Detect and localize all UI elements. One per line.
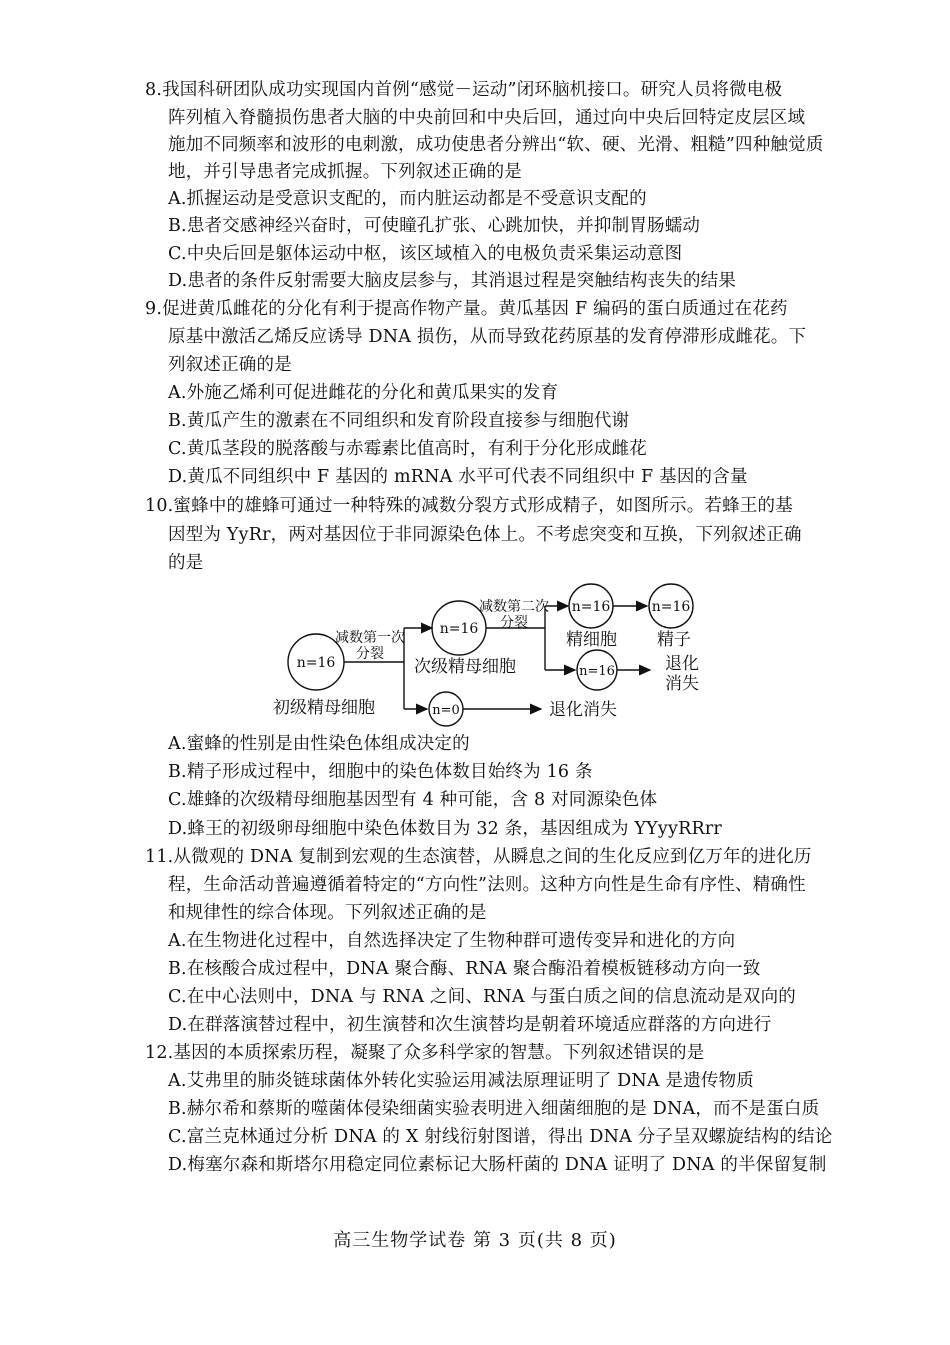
small-fate-label-1: 退化 xyxy=(665,654,699,674)
meiosis1-label-1: 减数第一次 xyxy=(335,630,405,646)
q12-option-a: A.艾弗里的肺炎链球菌体外转化实验运用减法原理证明了 DNA 是遗传物质 xyxy=(168,1071,755,1091)
q8-option-d: D.患者的条件反射需要大脑皮层参与，其消退过程是突触结构丧失的结果 xyxy=(168,271,737,291)
q10-stem-line-3: 的是 xyxy=(168,553,204,573)
degenerate-fate-label: 退化消失 xyxy=(549,700,617,720)
q8-option-a: A.抓握运动是受意识支配的，而内脏运动都是不受意识支配的 xyxy=(168,189,647,209)
q9-stem-line-1: 9.促进黄瓜雌花的分化有利于提高作物产量。黄瓜基因 F 编码的蛋白质通过在花药 xyxy=(145,299,788,319)
meiosis2-label-2: 分裂 xyxy=(500,615,528,631)
q11-stem-line-2: 程，生命活动普遍遵循着特定的“方向性”法则。这种方向性是生命有序性、精确性 xyxy=(168,875,806,895)
q9-option-b: B.黄瓜产生的激素在不同组织和发育阶段直接参与细胞代谢 xyxy=(168,411,630,431)
q10-stem-line-2: 因型为 YyRr，两对基因位于非同源染色体上。不考虑突变和互换，下列叙述正确 xyxy=(168,525,802,545)
primary-spermatocyte-name: 初级精母细胞 xyxy=(273,698,375,718)
q11-stem-line-1: 11.从微观的 DNA 复制到宏观的生态演替，从瞬息之间的生化反应到亿万年的进化历 xyxy=(145,847,812,867)
small-fate-label-2: 消失 xyxy=(665,674,699,694)
q12-option-c: C.富兰克林通过分析 DNA 的 X 射线衍射图谱，得出 DNA 分子呈双螺旋结构的结论 xyxy=(168,1127,833,1147)
q9-option-a: A.外施乙烯利可促进雌花的分化和黄瓜果实的发育 xyxy=(168,383,559,403)
q8-stem-line-2: 阵列植入脊髓损伤患者大脑的中央前回和中央后回，通过向中央后回特定皮层区域 xyxy=(168,108,806,128)
q10-option-d: D.蜂王的初级卵母细胞中染色体数目为 32 条，基因组成为 YYyyRRrr xyxy=(168,819,722,839)
meiosis1-label-2: 分裂 xyxy=(356,646,384,662)
sperm-cell-label: n=16 xyxy=(651,599,691,615)
q12-option-d: D.梅塞尔森和斯塔尔用稳定同位素标记大肠杆菌的 DNA 证明了 DNA 的半保留复制 xyxy=(168,1155,827,1175)
q9-stem-line-3: 列叙述正确的是 xyxy=(168,355,292,375)
q10-stem-line-1: 10.蜜蜂中的雄蜂可通过一种特殊的减数分裂方式形成精子，如图所示。若蜂王的基 xyxy=(145,496,793,516)
q10-option-a: A.蜜蜂的性别是由性染色体组成决定的 xyxy=(168,734,470,754)
q9-option-d: D.黄瓜不同组织中 F 基因的 mRNA 水平可代表不同组织中 F 基因的含量 xyxy=(168,467,748,487)
secondary-spermatocyte-name: 次级精母细胞 xyxy=(414,657,516,677)
q9-stem-line-2: 原基中激活乙烯反应诱导 DNA 损伤，从而导致花药原基的发育停滞形成雌花。下 xyxy=(168,327,807,347)
meiosis2-label-1: 减数第二次 xyxy=(479,599,549,615)
q8-stem-line-4: 地，并引导患者完成抓握。下列叙述正确的是 xyxy=(168,162,522,182)
sperm-name: 精子 xyxy=(657,630,691,650)
q8-stem-line-1: 8.我国科研团队成功实现国内首例“感觉－运动”闭环脑机接口。研究人员将微电极 xyxy=(145,80,783,100)
q8-stem-line-3: 施加不同频率和波形的电刺激，成功使患者分辨出“软、硬、光滑、粗糙”四种触觉质 xyxy=(168,135,824,155)
q12-stem-line-1: 12.基因的本质探索历程，凝聚了众多科学家的智慧。下列叙述错误的是 xyxy=(145,1043,705,1063)
small-cell-label: n=16 xyxy=(579,664,615,679)
q11-option-a: A.在生物进化过程中，自然选择决定了生物种群可遗传变异和进化的方向 xyxy=(168,931,736,951)
q11-option-d: D.在群落演替过程中，初生演替和次生演替均是朝着环境适应群落的方向进行 xyxy=(168,1015,772,1035)
q8-option-b: B.患者交感神经兴奋时，可使瞳孔扩张、心跳加快，并抑制胃肠蠕动 xyxy=(168,216,701,236)
q10-option-c: C.雄蜂的次级精母细胞基因型有 4 种可能，含 8 对同源染色体 xyxy=(168,790,658,810)
zero-cell-label: n=0 xyxy=(432,703,460,718)
page-footer: 高三生物学试卷 第 3 页(共 8 页) xyxy=(333,1230,617,1251)
primary-cell-label: n=16 xyxy=(296,655,336,671)
q11-stem-line-3: 和规律性的综合体现。下列叙述正确的是 xyxy=(168,903,487,923)
spermatid-name: 精细胞 xyxy=(566,630,617,650)
secondary-cell-label: n=16 xyxy=(439,621,479,637)
q9-option-c: C.黄瓜茎段的脱落酸与赤霉素比值高时，有利于分化形成雌花 xyxy=(168,439,647,459)
q12-option-b: B.赫尔希和蔡斯的噬菌体侵染细菌实验表明进入细菌细胞的是 DNA，而不是蛋白质 xyxy=(168,1099,820,1119)
q10-option-b: B.精子形成过程中，细胞中的染色体数目始终为 16 条 xyxy=(168,762,593,782)
spermatid-cell-label: n=16 xyxy=(571,599,611,615)
q11-option-b: B.在核酸合成过程中，DNA 聚合酶、RNA 聚合酶沿着模板链移动方向一致 xyxy=(168,959,761,979)
q11-option-c: C.在中心法则中，DNA 与 RNA 之间、RNA 与蛋白质之间的信息流动是双向的 xyxy=(168,987,797,1007)
q8-option-c: C.中央后回是躯体运动中枢，该区域植入的电极负责采集运动意图 xyxy=(168,244,683,264)
